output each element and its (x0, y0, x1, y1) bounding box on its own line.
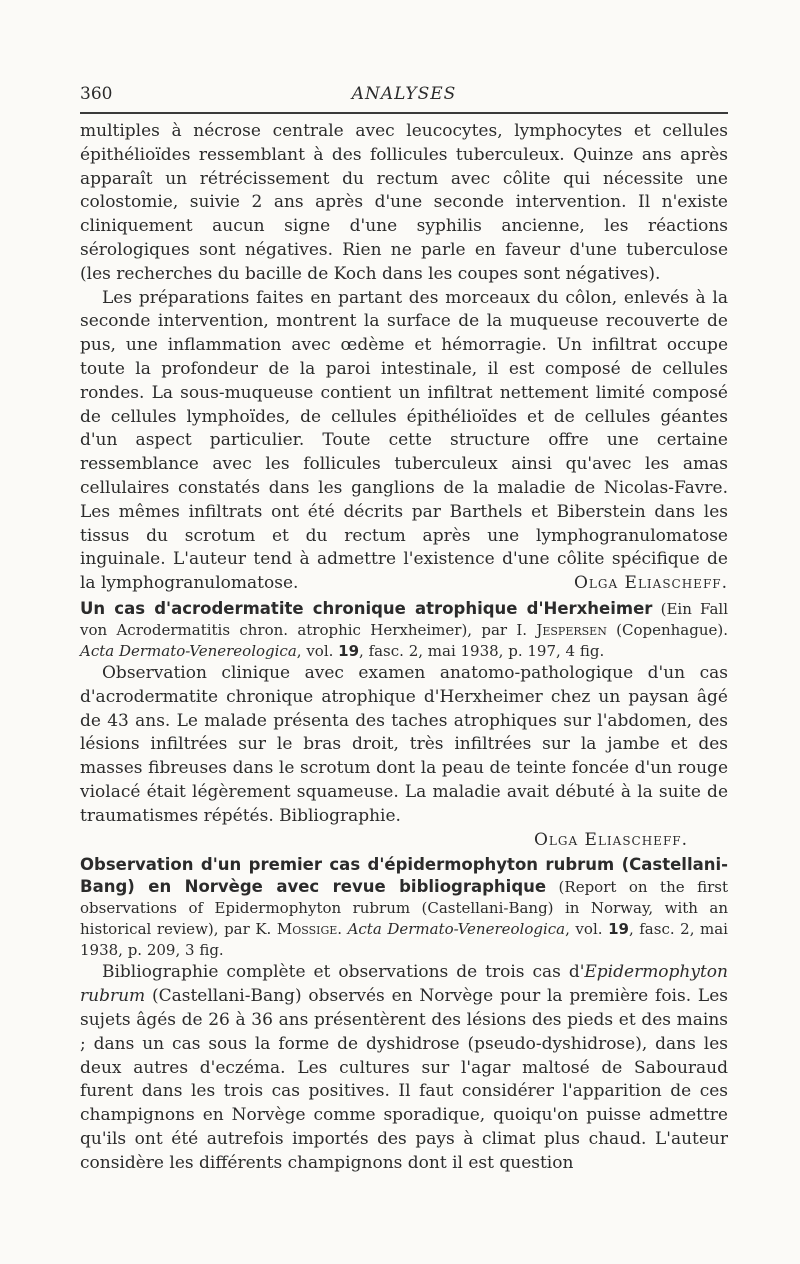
page (80, 78, 728, 1175)
header-rule (80, 112, 728, 114)
entry-title: Un cas d'acrodermatite chronique atrophique d'Herxheimer (80, 598, 653, 618)
entry-journal: Acta Dermato-Venereologica (80, 641, 297, 660)
entry-author: I. Jespersen (516, 620, 607, 639)
abstract-entry-2 (80, 854, 728, 1175)
page-header (80, 78, 728, 106)
entry-ref-post: , fasc. 2, mai 1938, p. 209, 3 fig. (80, 920, 728, 960)
entry-body (80, 961, 728, 1175)
entry-body-pre: Bibliographie complète et observations de trois cas d' (102, 962, 585, 983)
entry-body: Observation clinique avec examen anatomo-pathologique d'un cas d'acrodermatite chronique atrophique d'Herxheimer chez un paysan âgé de 43 ans. Le malade présenta des taches atrophiques sur l'abdomen, des lésions infiltrées sur le bras droit, très infiltrées sur la jambe et des masses fibreuses dans le scrotum dont la peau de teinte foncée d'un rouge violacé était légèrement squameuse. La maladie avait débuté à la suite de traumatismes répétés. Bibliographie. (80, 662, 728, 826)
entry-author: K. Mossige (255, 920, 338, 939)
entry-title: Observation d'un premier cas d'épidermophyton rubrum (Castellani-Bang) en Norvège avec revue bibliographique (80, 855, 728, 897)
entry-heading (80, 854, 728, 961)
abstract-entry-1 (80, 598, 728, 852)
entry-vol-label: , vol. (296, 641, 339, 660)
entry-body-species: Epidermophyton rubrum (80, 962, 728, 1007)
entry-body-post: (Castellani-Bang) observés en Norvège pour la première fois. Les sujets âgés de 26 à 36 ans présentèrent des lésions des pieds et des mains ; dans un cas sous la forme de dyshidrose (pseudo-dyshidrose), dans les deux autres d'eczéma. Les cultures sur l'agar maltosé de Sabouraud furent dans les trois cas positives. Il faut considérer l'apparition de ces champignons en Norvège comme sporadique, quoiqu'on puisse admettre qu'ils ont été autrefois importés des pays à climat plus chaud. L'auteur considère les différents champignons dont il est question (80, 986, 728, 1173)
entry-volume: 19 (608, 920, 629, 939)
continued-paragraph: multiples à nécrose centrale avec leucocytes, lymphocytes et cellules épithélioïdes ressemblant à des follicules tuberculeux. Quinze ans après apparaît un rétrécissement du rectum avec côlite qui nécessite une colostomie, suivie 2 ans après d'une seconde intervention. Il n'existe cliniquement aucun signe d'une syphilis ancienne, les réactions sérologiques sont négatives. Rien ne parle en faveur d'une tuberculose (les recherches du bacille de Koch dans les coupes sont négatives). (80, 121, 728, 284)
entry-ref-pre: (Ein Fall von Acrodermatitis chron. atrophic Herxheimer), par (80, 599, 728, 639)
entry-heading (80, 598, 728, 662)
entry-ref-mid: . (337, 920, 348, 939)
author-signature: Olga Eliascheff. (533, 829, 688, 850)
entry-journal: Acta Dermato-Venereologica (347, 920, 566, 939)
entry-ref-place: (Copenhague). (606, 620, 728, 639)
entry-vol-label: , vol. (565, 920, 609, 939)
author-signature: Olga Eliascheff. (573, 573, 728, 594)
page-number: 360 (80, 84, 113, 104)
entry-ref-pre: (Report on the first observations of Epidermophyton rubrum (Castellani-Bang) in Norway, with an historical review), par (80, 878, 728, 939)
running-head: ANALYSES (351, 84, 457, 104)
entry-volume: 19 (338, 641, 360, 660)
entry-ref-post: , fasc. 2, mai 1938, p. 197, 4 fig. (359, 641, 605, 660)
body-paragraph (80, 287, 728, 596)
paragraph-text: Les préparations faites en partant des morceaux du côlon, enlevés à la seconde intervention, montrent la surface de la muqueuse recouverte de pus, une inflammation avec œdème et hémorragie. Un infiltrat occupe toute la profondeur de la paroi intestinale, il est composé de cellules rondes. La sous-muqueuse contient un infiltrat nettement limité composé de cellules lymphoïdes, de cellules épithélioïdes et de cellules géantes d'un aspect particulier. Toute cette structure offre une certaine ressemblance avec les follicules tuberculeux ainsi qu'avec les amas cellulaires constatés dans les ganglions de la maladie de Nicolas-Favre. Les mêmes infiltrats ont été décrits par Barthels et Biberstein dans les tissus du scrotum et du rectum après une lymphogranulomatose inguinale. L'auteur tend à admettre l'existence d'une côlite spécifique de la lymphogranulomatose. (80, 287, 728, 594)
